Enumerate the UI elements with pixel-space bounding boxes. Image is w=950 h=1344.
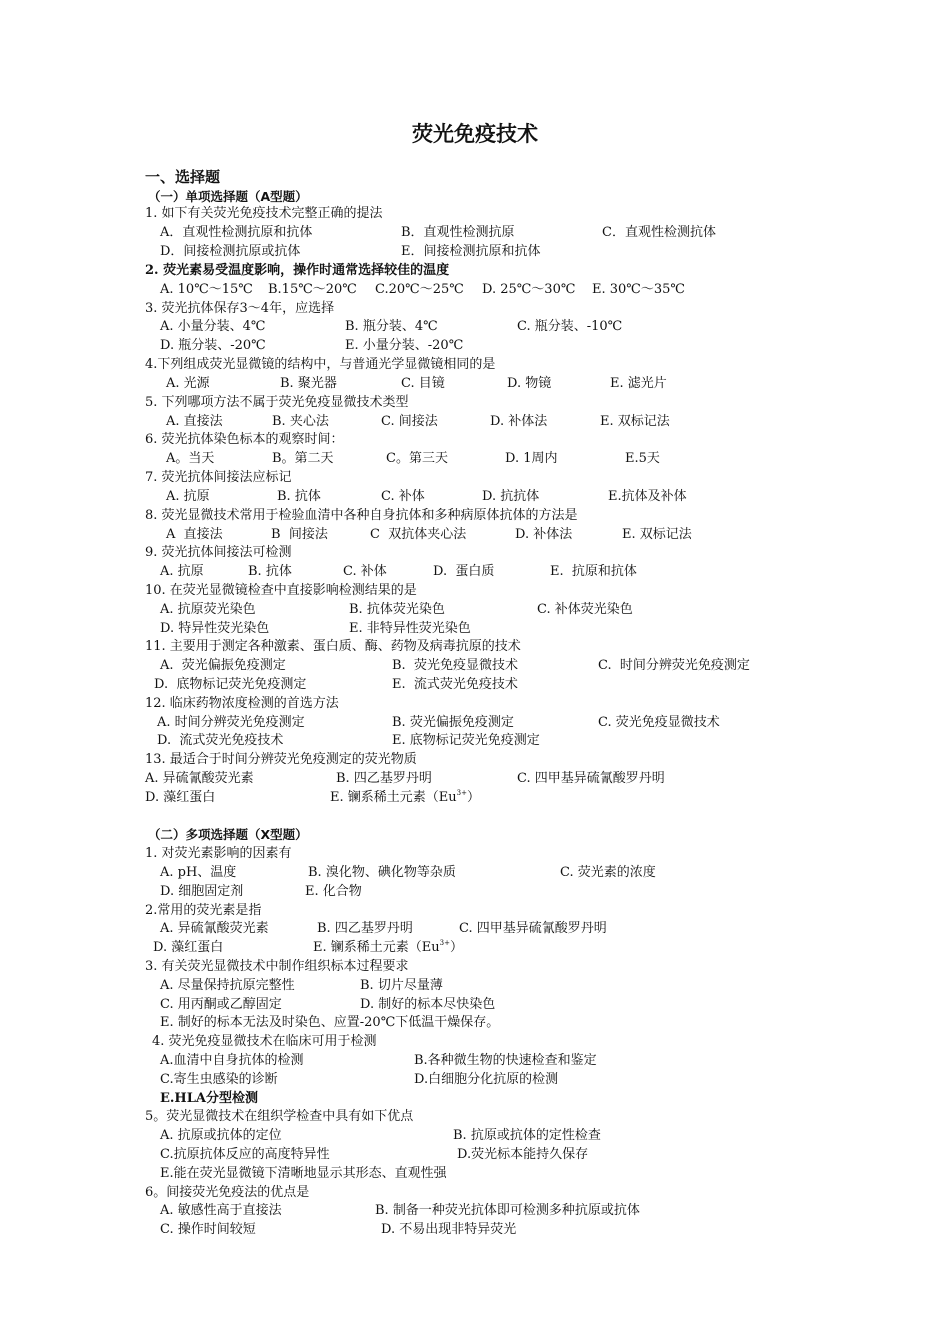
document-title: 荧光免疫技术 — [412, 122, 538, 146]
answer-option: D. 流式荧光免疫技术 — [157, 733, 284, 748]
answer-option: D. 底物标记荧光免疫测定 — [154, 677, 307, 692]
answer-option: A.血清中自身抗体的检测 — [160, 1053, 304, 1068]
answer-option: C. 补体 — [381, 489, 425, 504]
answer-option: E.能在荧光显微镜下清晰地显示其形态、直观性强 — [160, 1166, 447, 1181]
question-stem: 4. 荧光免疫显微技术在临床可用于检测 — [152, 1034, 377, 1049]
answer-option: D. 补体法 — [515, 527, 573, 542]
answer-option: E. 双标记法 — [622, 527, 692, 542]
answer-option: D. 瓶分装、-20℃ — [160, 338, 266, 353]
answer-option: D. 藻红蛋白 — [145, 790, 216, 805]
section-heading-choice: 一、选择题 — [145, 168, 221, 186]
answer-option: E. 30℃～35℃ — [592, 282, 685, 297]
answer-option: C. 操作时间较短 — [160, 1222, 256, 1237]
question-stem: 11. 主要用于测定各种激素、蛋白质、酶、药物及病毒抗原的技术 — [145, 639, 521, 654]
superscript-charge: 3+ — [439, 939, 450, 947]
answer-option: B. 抗体 — [277, 489, 321, 504]
answer-option: D. 补体法 — [490, 414, 548, 429]
question-stem: 12. 临床药物浓度检测的首选方法 — [145, 696, 339, 711]
question-stem: 10. 在荧光显微镜检查中直接影响检测结果的是 — [145, 583, 417, 598]
answer-option: D.白细胞分化抗原的检测 — [414, 1072, 559, 1087]
answer-option: C. 补体 — [343, 564, 387, 579]
answer-option: A. 抗原 — [160, 564, 204, 579]
question-stem: 6. 荧光抗体染色标本的观察时间： — [145, 432, 344, 447]
superscript-charge: 3+ — [456, 789, 467, 797]
answer-option: A. 直接法 — [166, 414, 223, 429]
answer-option: C．直观性检测抗体 — [602, 225, 716, 240]
answer-option: E.HLA分型检测 — [160, 1091, 258, 1106]
answer-option: A。当天 — [166, 451, 215, 466]
answer-option: C. 四甲基异硫氰酸罗丹明 — [459, 921, 607, 936]
answer-option: E. 镧系稀土元素$(Eu^{3+})$ — [330, 789, 480, 805]
question-stem: 5. 下列哪项方法不属于荧光免疫显微技术类型 — [145, 395, 409, 410]
answer-option: D.荧光标本能持久保存 — [457, 1147, 589, 1162]
answer-option: C。第三天 — [386, 451, 448, 466]
answer-option: A. 抗原荧光染色 — [160, 602, 256, 617]
question-stem: 5。荧光显微技术在组织学检查中具有如下优点 — [145, 1109, 414, 1124]
answer-option: B 间接法 — [271, 527, 328, 542]
question-stem: 1. 对荧光素影响的因素有 — [145, 846, 292, 861]
answer-option: A. 时间分辨荧光免疫测定 — [157, 715, 305, 730]
question-stem: 8. 荧光显微技术常用于检验血清中各种自身抗体和多种病原体抗体的方法是 — [145, 508, 578, 523]
answer-option: C 双抗体夹心法 — [370, 527, 467, 542]
answer-option: B. 抗原或抗体的定性检查 — [453, 1128, 601, 1143]
answer-option: A. 小量分装、4℃ — [160, 319, 266, 334]
question-stem: 6。间接荧光免疫法的优点是 — [145, 1185, 310, 1200]
answer-option: B.各种微生物的快速检查和鉴定 — [414, 1053, 597, 1068]
answer-option: B. 制备一种荧光抗体即可检测多种抗原或抗体 — [375, 1203, 640, 1218]
question-stem: 2. 荧光素易受温度影响，操作时通常选择较佳的温度 — [145, 263, 450, 278]
answer-option: A. 敏感性高于直接法 — [160, 1203, 282, 1218]
answer-option: D. 蛋白质 — [433, 564, 495, 579]
answer-option: B。第二天 — [272, 451, 334, 466]
question-stem: 7. 荧光抗体间接法应标记 — [145, 470, 292, 485]
answer-option: E.5天 — [625, 451, 660, 466]
answer-option: C. 用丙酮或乙醇固定 — [160, 997, 282, 1012]
answer-option: A 直接法 — [166, 527, 223, 542]
answer-option: E. 非特异性荧光染色 — [349, 621, 471, 636]
answer-option: C.寄生虫感染的诊断 — [160, 1072, 278, 1087]
question-stem: 1. 如下有关荧光免疫技术完整正确的提法 — [145, 206, 383, 221]
answer-option: E. 滤光片 — [610, 376, 667, 391]
answer-option: A. 抗原 — [166, 489, 210, 504]
question-stem: 3. 有关荧光显微技术中制作组织标本过程要求 — [145, 959, 409, 974]
answer-option: D. 不易出现非特异荧光 — [381, 1222, 517, 1237]
answer-option: D. 25℃～30℃ — [482, 282, 576, 297]
answer-option: A．直观性检测抗原和抗体 — [160, 225, 313, 240]
answer-option: B. 抗体 — [248, 564, 292, 579]
answer-option: D. 抗抗体 — [482, 489, 540, 504]
answer-option: E. 制好的标本无法及时染色、应置-20℃下低温干燥保存。 — [160, 1015, 500, 1030]
answer-option: E. 流式荧光免疫技术 — [392, 677, 518, 692]
answer-option: C. 间接法 — [381, 414, 438, 429]
answer-option: C. 补体荧光染色 — [537, 602, 633, 617]
answer-option: E. 小量分装、-20℃ — [345, 338, 464, 353]
answer-option: D．间接检测抗原或抗体 — [160, 244, 301, 259]
answer-option: D. 细胞固定剂 — [160, 884, 244, 899]
answer-option: E. 底物标记荧光免疫测定 — [392, 733, 540, 748]
answer-option: A. 尽量保持抗原完整性 — [160, 978, 295, 993]
answer-option: E. 化合物 — [305, 884, 362, 899]
answer-option: A. 10℃～15℃ — [160, 282, 253, 297]
subsection-single-choice: （一）单项选择题（A型题） — [148, 189, 308, 204]
question-stem: 3. 荧光抗体保存3～4年，应选择 — [145, 301, 335, 316]
answer-option: A. 异硫氰酸荧光素 — [145, 771, 254, 786]
answer-option: A. pH、温度 — [160, 865, 237, 880]
question-stem: 2.常用的荧光素是指 — [145, 903, 262, 918]
subsection-multiple-choice: （二）多项选择题（X型题） — [148, 827, 308, 842]
answer-option: C. 目镜 — [401, 376, 445, 391]
answer-option: C.20℃～25℃ — [375, 282, 464, 297]
answer-option: B. 切片尽量薄 — [360, 978, 443, 993]
answer-option: A. 光源 — [166, 376, 210, 391]
answer-option: B. 四乙基罗丹明 — [336, 771, 432, 786]
answer-option: B. 荧光偏振免疫测定 — [392, 715, 514, 730]
answer-option: C. 时间分辨荧光免疫测定 — [598, 658, 750, 673]
answer-option: C. 四甲基异硫氰酸罗丹明 — [517, 771, 665, 786]
answer-option: C. 荧光素的浓度 — [560, 865, 656, 880]
answer-option: C. 荧光免疫显微技术 — [598, 715, 720, 730]
answer-option: B.15℃～20℃ — [268, 282, 357, 297]
answer-option: B. 聚光器 — [280, 376, 337, 391]
answer-option: E.抗体及补体 — [608, 489, 687, 504]
answer-option: E．间接检测抗原和抗体 — [401, 244, 541, 259]
answer-option: A. 抗原或抗体的定位 — [160, 1128, 282, 1143]
answer-option: B. 瓶分装、4℃ — [345, 319, 438, 334]
question-stem: 13. 最适合于时间分辨荧光免疫测定的荧光物质 — [145, 752, 417, 767]
answer-option: E. 双标记法 — [600, 414, 670, 429]
answer-option: E. 抗原和抗体 — [550, 564, 637, 579]
answer-option: C.抗原抗体反应的高度特异性 — [160, 1147, 330, 1162]
answer-option: D. 制好的标本尽快染色 — [360, 997, 496, 1012]
answer-option: B. 夹心法 — [272, 414, 329, 429]
answer-option: B．直观性检测抗原 — [401, 225, 515, 240]
answer-option: D. 藻红蛋白 — [153, 940, 224, 955]
question-stem: 4.下列组成荧光显微镜的结构中，与普通光学显微镜相同的是 — [145, 357, 496, 372]
answer-option: B. 荧光免疫显微技术 — [392, 658, 518, 673]
answer-option: B. 抗体荧光染色 — [349, 602, 445, 617]
answer-option: A. 荧光偏振免疫测定 — [160, 658, 286, 673]
answer-option: C. 瓶分装、-10℃ — [517, 319, 623, 334]
answer-option: B. 溴化物、碘化物等杂质 — [308, 865, 456, 880]
answer-option: B. 四乙基罗丹明 — [317, 921, 413, 936]
question-stem: 9. 荧光抗体间接法可检测 — [145, 545, 292, 560]
answer-option: A. 异硫氰酸荧光素 — [160, 921, 269, 936]
answer-option: E. 镧系稀土元素$(Eu^{3+})$ — [313, 939, 463, 955]
answer-option: D. 物镜 — [507, 376, 552, 391]
answer-option: D. 特异性荧光染色 — [160, 621, 270, 636]
answer-option: D. 1周内 — [505, 451, 558, 466]
